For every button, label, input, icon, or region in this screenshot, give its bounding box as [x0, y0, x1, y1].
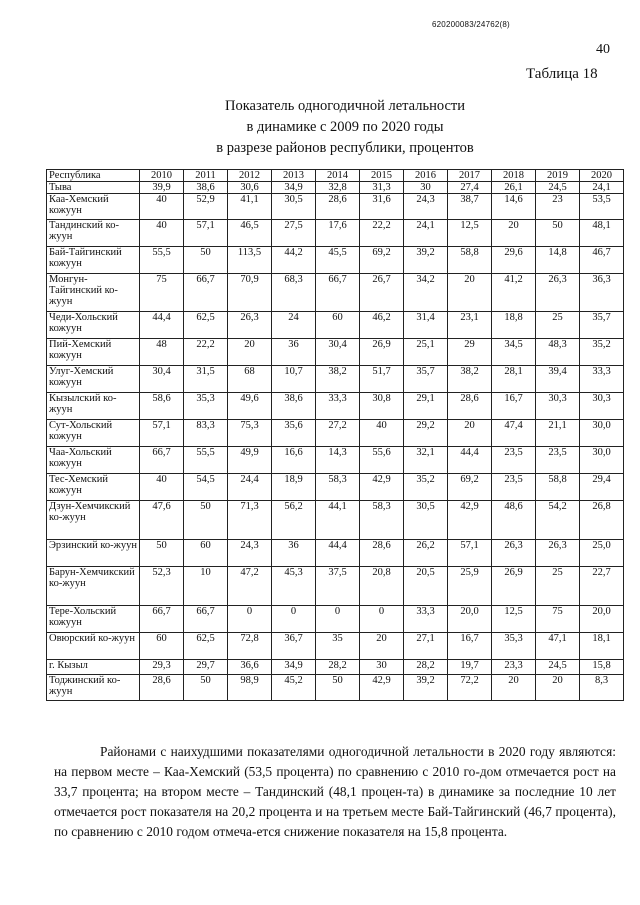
value-cell: 23,5 [492, 447, 536, 474]
value-cell: 27,4 [448, 182, 492, 194]
value-cell: 33,3 [316, 393, 360, 420]
value-cell: 30,8 [360, 393, 404, 420]
region-name-cell: Тыва [47, 182, 140, 194]
value-cell: 39,2 [404, 247, 448, 274]
value-cell: 38,2 [448, 366, 492, 393]
value-cell: 26,3 [492, 540, 536, 567]
value-cell: 30,0 [580, 447, 624, 474]
value-cell: 20 [492, 675, 536, 701]
value-cell: 39,2 [404, 675, 448, 701]
value-cell: 44,1 [316, 501, 360, 540]
table-row [47, 675, 624, 701]
value-cell: 66,7 [316, 274, 360, 312]
value-cell: 18,9 [272, 474, 316, 501]
header-cell-year: 2012 [228, 170, 272, 182]
value-cell: 46,7 [580, 247, 624, 274]
value-cell: 41,1 [228, 194, 272, 220]
value-cell: 16,7 [448, 633, 492, 660]
header-cell-year: 2018 [492, 170, 536, 182]
value-cell: 25,0 [580, 540, 624, 567]
value-cell: 52,3 [140, 567, 184, 606]
value-cell: 21,1 [536, 420, 580, 447]
value-cell: 58,8 [536, 474, 580, 501]
value-cell: 66,7 [184, 606, 228, 633]
region-name-cell: Дзун-Хемчикский ко-жуун [47, 501, 140, 540]
table-title [150, 96, 540, 159]
value-cell: 24,5 [536, 182, 580, 194]
value-cell: 47,1 [536, 633, 580, 660]
value-cell: 20,0 [448, 606, 492, 633]
page-number: 40 [596, 42, 610, 57]
value-cell: 26,8 [580, 501, 624, 540]
table-row [47, 447, 624, 474]
value-cell: 30,0 [580, 420, 624, 447]
value-cell: 28,6 [316, 194, 360, 220]
value-cell: 45,5 [316, 247, 360, 274]
region-name-cell: Чаа-Хольский кожуун [47, 447, 140, 474]
value-cell: 40 [140, 220, 184, 247]
value-cell: 23 [536, 194, 580, 220]
value-cell: 50 [536, 220, 580, 247]
value-cell: 27,1 [404, 633, 448, 660]
value-cell: 29,2 [404, 420, 448, 447]
value-cell: 33,3 [404, 606, 448, 633]
region-name-cell: Овюрский ко-жуун [47, 633, 140, 660]
value-cell: 25 [536, 312, 580, 339]
table-row [47, 220, 624, 247]
value-cell: 50 [184, 501, 228, 540]
region-name-cell: Сут-Хольский кожуун [47, 420, 140, 447]
region-name-cell: Кызылский ко-жуун [47, 393, 140, 420]
value-cell: 31,5 [184, 366, 228, 393]
table-row [47, 247, 624, 274]
value-cell: 47,4 [492, 420, 536, 447]
value-cell: 28,6 [360, 540, 404, 567]
value-cell: 49,6 [228, 393, 272, 420]
value-cell: 26,1 [492, 182, 536, 194]
value-cell: 20 [448, 420, 492, 447]
value-cell: 18,1 [580, 633, 624, 660]
value-cell: 26,3 [536, 540, 580, 567]
value-cell: 25,1 [404, 339, 448, 366]
value-cell: 48 [140, 339, 184, 366]
value-cell: 30,5 [272, 194, 316, 220]
table-row [47, 474, 624, 501]
value-cell: 62,5 [184, 312, 228, 339]
value-cell: 28,6 [140, 675, 184, 701]
value-cell: 23,5 [492, 474, 536, 501]
value-cell: 14,3 [316, 447, 360, 474]
value-cell: 28,1 [492, 366, 536, 393]
value-cell: 14,8 [536, 247, 580, 274]
value-cell: 44,4 [140, 312, 184, 339]
value-cell: 10 [184, 567, 228, 606]
value-cell: 33,3 [580, 366, 624, 393]
value-cell: 20 [228, 339, 272, 366]
value-cell: 20 [492, 220, 536, 247]
table-row [47, 501, 624, 540]
value-cell: 68,3 [272, 274, 316, 312]
value-cell: 75 [140, 274, 184, 312]
value-cell: 39,9 [140, 182, 184, 194]
value-cell: 17,6 [316, 220, 360, 247]
value-cell: 23,1 [448, 312, 492, 339]
value-cell: 20,5 [404, 567, 448, 606]
region-name-cell: Тере-Хольский кожуун [47, 606, 140, 633]
value-cell: 46,2 [360, 312, 404, 339]
value-cell: 47,6 [140, 501, 184, 540]
value-cell: 29 [448, 339, 492, 366]
value-cell: 34,2 [404, 274, 448, 312]
value-cell: 68 [228, 366, 272, 393]
value-cell: 35,2 [404, 474, 448, 501]
value-cell: 34,9 [272, 182, 316, 194]
value-cell: 36,6 [228, 660, 272, 675]
value-cell: 24,5 [536, 660, 580, 675]
value-cell: 70,9 [228, 274, 272, 312]
region-name-cell: Улуг-Хемский кожуун [47, 366, 140, 393]
value-cell: 54,2 [536, 501, 580, 540]
value-cell: 48,1 [580, 220, 624, 247]
region-name-cell: Эрзинский ко-жуун [47, 540, 140, 567]
value-cell: 34,5 [492, 339, 536, 366]
table-row [47, 660, 624, 675]
value-cell: 16,7 [492, 393, 536, 420]
table-row [47, 312, 624, 339]
value-cell: 62,5 [184, 633, 228, 660]
value-cell: 35,2 [580, 339, 624, 366]
table-row [47, 182, 624, 194]
region-name-cell: Тес-Хемский кожуун [47, 474, 140, 501]
header-cell-region: Республика [47, 170, 140, 182]
value-cell: 41,2 [492, 274, 536, 312]
value-cell: 20 [360, 633, 404, 660]
value-cell: 26,3 [536, 274, 580, 312]
value-cell: 58,3 [316, 474, 360, 501]
value-cell: 32,8 [316, 182, 360, 194]
value-cell: 12,5 [492, 606, 536, 633]
value-cell: 34,9 [272, 660, 316, 675]
value-cell: 47,2 [228, 567, 272, 606]
table-row [47, 339, 624, 366]
value-cell: 0 [228, 606, 272, 633]
value-cell: 55,5 [184, 447, 228, 474]
value-cell: 44,4 [316, 540, 360, 567]
value-cell: 30,4 [316, 339, 360, 366]
value-cell: 60 [184, 540, 228, 567]
value-cell: 58,8 [448, 247, 492, 274]
region-name-cell: Тоджинский ко-жуун [47, 675, 140, 701]
value-cell: 57,1 [448, 540, 492, 567]
value-cell: 24,4 [228, 474, 272, 501]
value-cell: 54,5 [184, 474, 228, 501]
value-cell: 40 [140, 474, 184, 501]
value-cell: 25,9 [448, 567, 492, 606]
value-cell: 69,2 [448, 474, 492, 501]
value-cell: 50 [140, 540, 184, 567]
value-cell: 23,3 [492, 660, 536, 675]
value-cell: 27,2 [316, 420, 360, 447]
value-cell: 72,8 [228, 633, 272, 660]
region-name-cell: Каа-Хемский кожуун [47, 194, 140, 220]
value-cell: 22,2 [184, 339, 228, 366]
table-header-row [47, 170, 624, 182]
value-cell: 83,3 [184, 420, 228, 447]
value-cell: 26,9 [360, 339, 404, 366]
table-row [47, 540, 624, 567]
value-cell: 35,6 [272, 420, 316, 447]
value-cell: 38,7 [448, 194, 492, 220]
value-cell: 29,6 [492, 247, 536, 274]
value-cell: 29,1 [404, 393, 448, 420]
region-name-cell: Чеди-Хольский кожуун [47, 312, 140, 339]
table-row [47, 366, 624, 393]
value-cell: 30,5 [404, 501, 448, 540]
value-cell: 69,2 [360, 247, 404, 274]
region-name-cell: Барун-Хемчикский ко-жуун [47, 567, 140, 606]
value-cell: 20 [536, 675, 580, 701]
value-cell: 29,4 [580, 474, 624, 501]
value-cell: 0 [360, 606, 404, 633]
value-cell: 42,9 [360, 675, 404, 701]
value-cell: 29,3 [140, 660, 184, 675]
value-cell: 38,6 [272, 393, 316, 420]
value-cell: 24,1 [580, 182, 624, 194]
value-cell: 66,7 [140, 447, 184, 474]
value-cell: 57,1 [184, 220, 228, 247]
document-id: 620200083/24762(8) [432, 20, 510, 29]
value-cell: 58,3 [360, 501, 404, 540]
value-cell: 98,9 [228, 675, 272, 701]
value-cell: 22,7 [580, 567, 624, 606]
value-cell: 24,1 [404, 220, 448, 247]
value-cell: 42,9 [448, 501, 492, 540]
summary-paragraph: Районами с наихудшими показателями одногодичной летальности в 2020 году являются: на первом месте – Каа-Хемский (53,5 процента) по сравнению с 2010 го-дом отмечается рост на 33,7 процента; на втором месте – Тандинский (48,1 процен-та) в динамике за последние 10 лет отмечается рост показателя на 20,2 процента и на третьем месте Бай-Тайгинский (46,7 процента), по сравнению с 2010 годом отмеча-ется снижение показателя на 15,8 процента. [54, 744, 616, 839]
table-row [47, 393, 624, 420]
value-cell: 16,6 [272, 447, 316, 474]
table-row [47, 606, 624, 633]
value-cell: 28,2 [404, 660, 448, 675]
value-cell: 38,2 [316, 366, 360, 393]
value-cell: 26,7 [360, 274, 404, 312]
value-cell: 35,7 [580, 312, 624, 339]
value-cell: 32,1 [404, 447, 448, 474]
value-cell: 66,7 [140, 606, 184, 633]
value-cell: 44,2 [272, 247, 316, 274]
title-line: Показатель одногодичной летальности [225, 98, 465, 114]
value-cell: 66,7 [184, 274, 228, 312]
value-cell: 72,2 [448, 675, 492, 701]
value-cell: 42,9 [360, 474, 404, 501]
region-name-cell: Тандинский ко-жуун [47, 220, 140, 247]
value-cell: 50 [184, 247, 228, 274]
header-cell-year: 2015 [360, 170, 404, 182]
value-cell: 30 [360, 660, 404, 675]
value-cell: 24,3 [404, 194, 448, 220]
value-cell: 31,3 [360, 182, 404, 194]
value-cell: 26,9 [492, 567, 536, 606]
value-cell: 60 [316, 312, 360, 339]
header-cell-year: 2019 [536, 170, 580, 182]
value-cell: 51,7 [360, 366, 404, 393]
value-cell: 28,6 [448, 393, 492, 420]
table-row [47, 274, 624, 312]
header-cell-year: 2020 [580, 170, 624, 182]
value-cell: 27,5 [272, 220, 316, 247]
value-cell: 36,7 [272, 633, 316, 660]
table-label: Таблица 18 [526, 66, 598, 82]
value-cell: 75,3 [228, 420, 272, 447]
value-cell: 38,6 [184, 182, 228, 194]
value-cell: 30,4 [140, 366, 184, 393]
header-cell-year: 2016 [404, 170, 448, 182]
value-cell: 113,5 [228, 247, 272, 274]
region-name-cell: Пий-Хемский кожуун [47, 339, 140, 366]
table-row [47, 567, 624, 606]
value-cell: 46,5 [228, 220, 272, 247]
value-cell: 24 [272, 312, 316, 339]
value-cell: 25 [536, 567, 580, 606]
value-cell: 12,5 [448, 220, 492, 247]
value-cell: 55,6 [360, 447, 404, 474]
value-cell: 58,6 [140, 393, 184, 420]
value-cell: 48,3 [536, 339, 580, 366]
value-cell: 0 [272, 606, 316, 633]
header-cell-year: 2010 [140, 170, 184, 182]
value-cell: 35,3 [492, 633, 536, 660]
value-cell: 20,0 [580, 606, 624, 633]
value-cell: 36 [272, 339, 316, 366]
value-cell: 26,3 [228, 312, 272, 339]
value-cell: 19,7 [448, 660, 492, 675]
value-cell: 24,3 [228, 540, 272, 567]
title-line: в разрезе районов республики, процентов [216, 140, 474, 156]
value-cell: 35 [316, 633, 360, 660]
mortality-table [46, 169, 624, 701]
value-cell: 75 [536, 606, 580, 633]
value-cell: 50 [184, 675, 228, 701]
header-cell-year: 2013 [272, 170, 316, 182]
value-cell: 14,6 [492, 194, 536, 220]
value-cell: 30,3 [536, 393, 580, 420]
value-cell: 23,5 [536, 447, 580, 474]
value-cell: 40 [140, 194, 184, 220]
value-cell: 10,7 [272, 366, 316, 393]
title-line: в динамике с 2009 по 2020 годы [246, 119, 444, 135]
value-cell: 35,3 [184, 393, 228, 420]
table-row [47, 194, 624, 220]
value-cell: 20,8 [360, 567, 404, 606]
value-cell: 8,3 [580, 675, 624, 701]
value-cell: 36,3 [580, 274, 624, 312]
value-cell: 45,2 [272, 675, 316, 701]
value-cell: 35,7 [404, 366, 448, 393]
value-cell: 71,3 [228, 501, 272, 540]
value-cell: 48,6 [492, 501, 536, 540]
value-cell: 37,5 [316, 567, 360, 606]
header-cell-year: 2017 [448, 170, 492, 182]
table-row [47, 420, 624, 447]
value-cell: 30,6 [228, 182, 272, 194]
value-cell: 36 [272, 540, 316, 567]
value-cell: 30,3 [580, 393, 624, 420]
value-cell: 52,9 [184, 194, 228, 220]
value-cell: 26,2 [404, 540, 448, 567]
value-cell: 55,5 [140, 247, 184, 274]
value-cell: 15,8 [580, 660, 624, 675]
header-cell-year: 2011 [184, 170, 228, 182]
region-name-cell: Монгун-Тайгинский ко-жуун [47, 274, 140, 312]
value-cell: 31,6 [360, 194, 404, 220]
value-cell: 28,2 [316, 660, 360, 675]
value-cell: 60 [140, 633, 184, 660]
value-cell: 44,4 [448, 447, 492, 474]
value-cell: 53,5 [580, 194, 624, 220]
value-cell: 0 [316, 606, 360, 633]
value-cell: 39,4 [536, 366, 580, 393]
region-name-cell: г. Кызыл [47, 660, 140, 675]
value-cell: 31,4 [404, 312, 448, 339]
value-cell: 57,1 [140, 420, 184, 447]
value-cell: 45,3 [272, 567, 316, 606]
region-name-cell: Бай-Тайгинский кожуун [47, 247, 140, 274]
value-cell: 29,7 [184, 660, 228, 675]
value-cell: 18,8 [492, 312, 536, 339]
value-cell: 56,2 [272, 501, 316, 540]
value-cell: 49,9 [228, 447, 272, 474]
header-cell-year: 2014 [316, 170, 360, 182]
table-row [47, 633, 624, 660]
value-cell: 40 [360, 420, 404, 447]
value-cell: 50 [316, 675, 360, 701]
value-cell: 20 [448, 274, 492, 312]
value-cell: 30 [404, 182, 448, 194]
value-cell: 22,2 [360, 220, 404, 247]
